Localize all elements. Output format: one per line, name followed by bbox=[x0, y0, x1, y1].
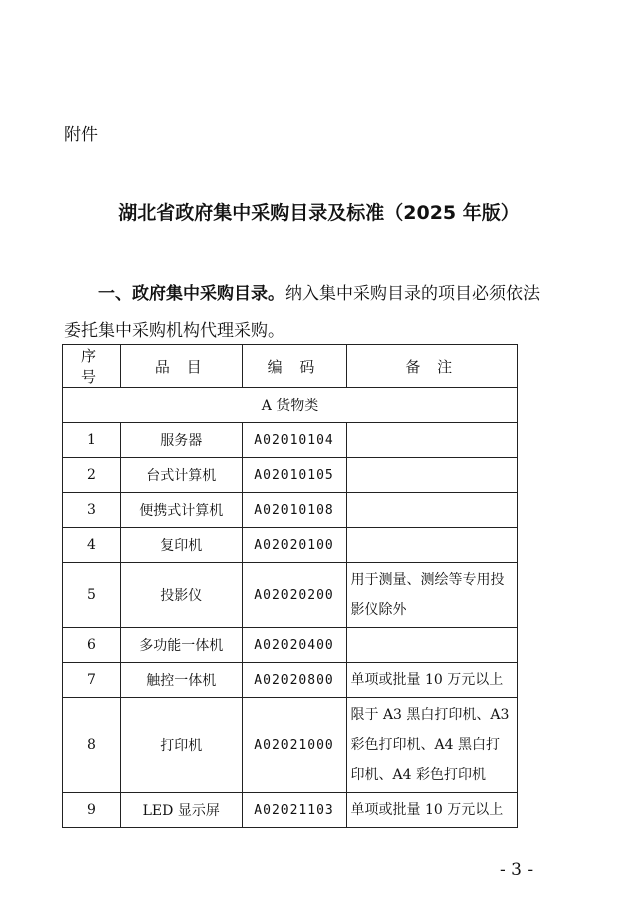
page-number: - 3 - bbox=[500, 860, 534, 880]
table-row bbox=[63, 493, 518, 528]
row-no: 2 bbox=[63, 458, 121, 493]
section-heading: 一、政府集中采购目录。 bbox=[98, 284, 285, 304]
category-row bbox=[63, 388, 518, 423]
table-row bbox=[63, 628, 518, 663]
header-note: 备 注 bbox=[346, 345, 518, 388]
row-item: 复印机 bbox=[120, 528, 242, 563]
header-code: 编 码 bbox=[242, 345, 346, 388]
row-item: LED 显示屏 bbox=[120, 793, 242, 828]
row-note bbox=[346, 458, 518, 493]
row-code: A02010108 bbox=[242, 493, 346, 528]
row-item: 便携式计算机 bbox=[120, 493, 242, 528]
row-no: 3 bbox=[63, 493, 121, 528]
table-header-row bbox=[63, 345, 518, 388]
row-code: A02010104 bbox=[242, 423, 346, 458]
intro-text: 纳入集中采购目录的项目必须依法委托集中采购机构代理采购。 bbox=[64, 284, 540, 341]
row-note: 单项或批量 10 万元以上 bbox=[346, 793, 518, 828]
table-row bbox=[63, 663, 518, 698]
table-row bbox=[63, 698, 518, 793]
table-row bbox=[63, 423, 518, 458]
row-no: 6 bbox=[63, 628, 121, 663]
row-note bbox=[346, 493, 518, 528]
table-row bbox=[63, 528, 518, 563]
attachment-label: 附件 bbox=[64, 125, 98, 145]
row-code: A02010105 bbox=[242, 458, 346, 493]
row-note bbox=[346, 423, 518, 458]
table-row bbox=[63, 563, 518, 628]
header-serial-no: 序 号 bbox=[63, 345, 121, 388]
table-row bbox=[63, 793, 518, 828]
row-no: 5 bbox=[63, 563, 121, 628]
row-no: 1 bbox=[63, 423, 121, 458]
row-item: 台式计算机 bbox=[120, 458, 242, 493]
row-item: 打印机 bbox=[120, 698, 242, 793]
row-code: A02020100 bbox=[242, 528, 346, 563]
intro-paragraph bbox=[64, 276, 544, 350]
row-note bbox=[346, 528, 518, 563]
row-code: A02021000 bbox=[242, 698, 346, 793]
row-no: 8 bbox=[63, 698, 121, 793]
row-item: 投影仪 bbox=[120, 563, 242, 628]
row-note: 单项或批量 10 万元以上 bbox=[346, 663, 518, 698]
row-no: 9 bbox=[63, 793, 121, 828]
row-code: A02020200 bbox=[242, 563, 346, 628]
row-item: 触控一体机 bbox=[120, 663, 242, 698]
header-item: 品 目 bbox=[120, 345, 242, 388]
row-item: 多功能一体机 bbox=[120, 628, 242, 663]
row-item: 服务器 bbox=[120, 423, 242, 458]
table-row bbox=[63, 458, 518, 493]
row-code: A02020800 bbox=[242, 663, 346, 698]
category-label: A 货物类 bbox=[63, 388, 518, 423]
document-title: 湖北省政府集中采购目录及标准（2025 年版） bbox=[118, 202, 520, 224]
row-note: 限于 A3 黑白打印机、A3 彩色打印机、A4 黑白打印机、A4 彩色打印机 bbox=[346, 698, 518, 793]
row-code: A02021103 bbox=[242, 793, 346, 828]
row-code: A02020400 bbox=[242, 628, 346, 663]
row-note bbox=[346, 628, 518, 663]
row-note: 用于测量、测绘等专用投影仪除外 bbox=[346, 563, 518, 628]
row-no: 4 bbox=[63, 528, 121, 563]
row-no: 7 bbox=[63, 663, 121, 698]
procurement-catalog-table bbox=[62, 344, 518, 828]
